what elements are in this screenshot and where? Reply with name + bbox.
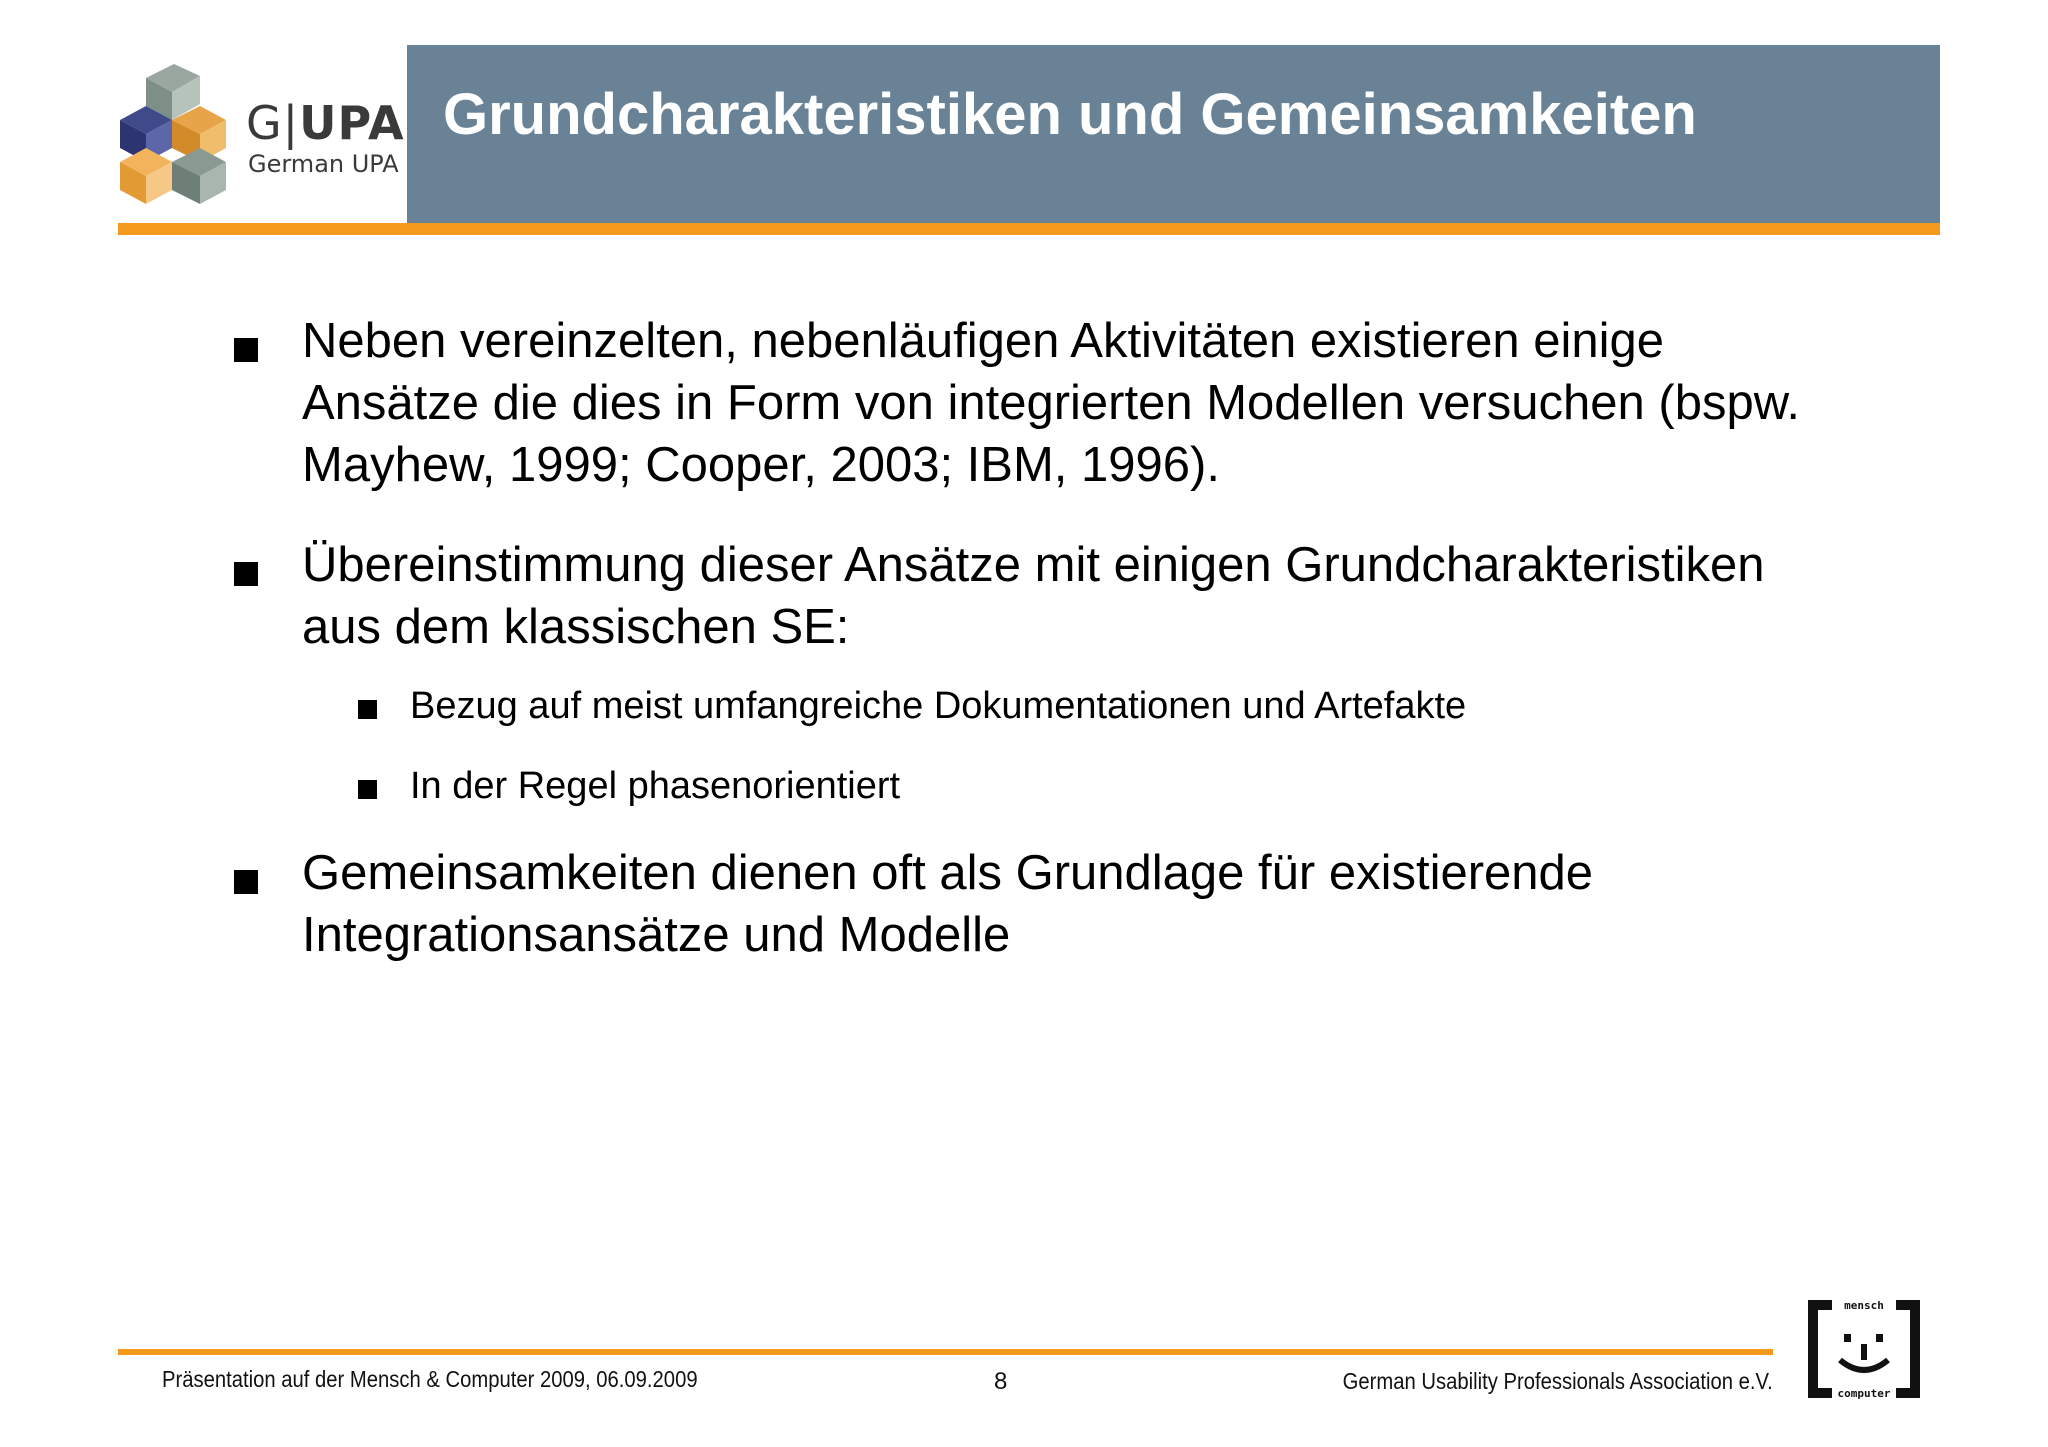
page-number: 8 — [994, 1368, 1008, 1395]
mc-logo-top-text: mensch — [1844, 1299, 1884, 1312]
bullet-list — [230, 310, 1830, 1004]
square-bullet-icon — [234, 870, 258, 894]
square-bullet-icon — [358, 700, 377, 719]
mensch-computer-logo — [1806, 1298, 1922, 1400]
bullet-item — [230, 534, 1830, 658]
gupa-logo — [116, 58, 406, 208]
sub-bullet-item — [358, 682, 1830, 730]
footer-event: Präsentation auf der Mensch & Computer 2009, 06.09.2009 — [162, 1366, 698, 1392]
square-bullet-icon — [358, 780, 377, 799]
cube-logo-icon — [116, 58, 236, 208]
bullet-item — [230, 310, 1830, 496]
square-bullet-icon — [234, 562, 258, 586]
top-divider — [118, 223, 1940, 235]
logo-brand: G|UPA — [246, 96, 405, 150]
footer-organization: German Usability Professionals Association e.V. — [1342, 1368, 1773, 1394]
sub-bullet-item — [358, 762, 1830, 810]
smiley-bracket-icon — [1806, 1298, 1922, 1400]
slide-title: Grundcharakteristiken und Gemeinsamkeiten — [443, 82, 1697, 147]
title-bar — [407, 45, 1940, 223]
bullet-text: Neben vereinzelten, nebenläufigen Aktivitäten existieren einige Ansätze die dies in Form von integrierten Modellen versuchen (bspw. Mayhew, 1999; Cooper, 2003; IBM, 1996). — [302, 314, 1800, 492]
sub-bullet-text: Bezug auf meist umfangreiche Dokumentationen und Artefakte — [410, 685, 1467, 727]
sub-bullet-text: In der Regel phasenorientiert — [410, 765, 901, 807]
square-bullet-icon — [234, 338, 258, 362]
mc-logo-bottom-text: computer — [1837, 1387, 1891, 1400]
bullet-text: Übereinstimmung dieser Ansätze mit einigen Grundcharakteristiken aus dem klassischen SE: — [302, 538, 1765, 654]
logo-subtitle: German UPA — [248, 150, 399, 178]
bullet-text: Gemeinsamkeiten dienen oft als Grundlage für existierende Integrationsansätze und Modelle — [302, 846, 1594, 962]
bottom-divider — [118, 1349, 1773, 1355]
bullet-item — [230, 842, 1830, 966]
